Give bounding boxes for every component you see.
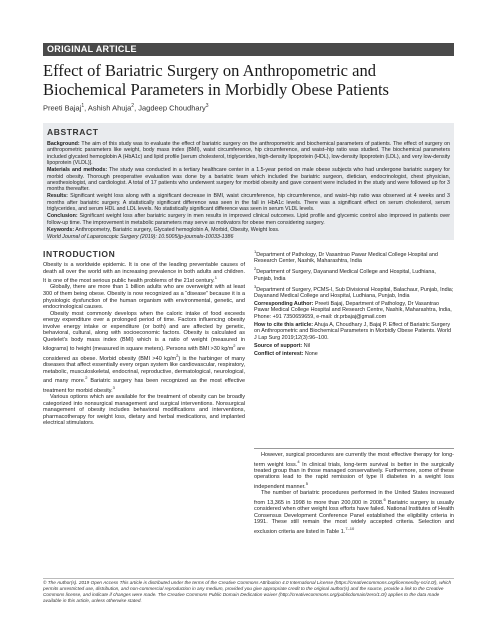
abstract-results: Results: Significant weight loss along with a significant decrease in BMI, waist circumference, hip circumference, and waist–hip ratio was observed at 4 weeks and 3 months after bariatric surgery. A statistically significant difference was seen in the fall in HbA1c levels. There was a significant effect on serum cholesterol, serum triglycerides, and serum HDL and LDL levels. No statistically significant difference was seen in serum VLDL levels. <box>47 193 450 213</box>
abstract-background: Background: The aim of this study was to evaluate the effect of bariatric surgery on the anthropometric and biochemical parameters of patients. The effect of surgery on anthropometric parameters like weight, body mass index (BMI), waist circumference, hip circumference, and waist–hip ratio was studied. The biochemical parameters included glycated hemoglobin A (HbA1c) and lipid profile [serum cholesterol, triglycerides, high-density lipoprotein (HDL), low-density lipoprotein (LDL), and very low-density lipoprotein (VLDL)]. <box>47 141 450 167</box>
right-paragraph-2: The number of bariatric procedures performed in the United States increased from 13,365 in 1998 to more than 200,000 in 2008.$^6$ Bariatric surgery is usually considered when other weight loss efforts have failed. National Institutes of Health Consensus Development Conference Panel established the eligibility criteria in 1991. These still remain the most widely accepted criteria. Selection and exclusion criteria are listed in Table 1.$^{7-10}$ <box>254 490 455 535</box>
right-column-body <box>254 452 454 535</box>
author-2: Ashish Ahuja <box>87 103 132 113</box>
right-paragraph-1: However, surgical procedures are currently the most effective therapy for long-term weight loss.$^4$ In clinical trials, long-term survival is better in the surgically treated group than in those managed conservatively. Furthermore, some of these operations lead to the rapid remission of type II diabetes in a weight loss independent manner.$^5$ <box>254 452 455 490</box>
conflict-of-interest: Conflict of interest: None <box>254 350 318 357</box>
corresponding-author: Corresponding Author: Preeti Bajaj, Department of Pathology, Dr Vasantrao Pawar Medical College Hospital and Research Centre, Nashik, Maharashtra, India, Phone: +91 7350659659, e-mail: dr.prbajaj@gmail.com <box>254 300 452 320</box>
abstract-citation: World Journal of Laparoscopic Surgery (2019): 10.5005/jp-journals-10033-1386 <box>47 233 234 240</box>
abstract-box <box>43 123 454 240</box>
intro-paragraph-3: Obesity most commonly develops when the caloric intake of food exceeds energy expenditure over a prolonged period of time. Factors influencing obesity involve energy intake or expenditure (or both) and are affected by genetic, behavioral, cultural, along with socioeconomic factors. Obesity is calculated as Quetelet’s body mass index (BMI) which is a ratio of weight (measured in kilograms) to height (measured in square meters). Persons with BMI >30 $kg/m^2$ are considered as obese. Morbid obesity (BMI >40 $kg/m^2$) is the harbinger of many diseases that affect essentially every organ system like cardiovascular, respiratory, metabolic, musculoskeletal, endocrinal, reproductive, dermatological, neurological, and many more.$^2$ Bariatric surgery has been recognized as the most effective treatment for morbid obesity.$^3$ <box>43 310 246 394</box>
author-3: Jagdeep Choudhary <box>138 103 206 113</box>
author-1: Preeti Bajaj <box>43 103 82 113</box>
affiliation-3: $^3$Department of Surgery, PCMS-I, Sub Divisional Hospital, Balachaur, Punjab, India; Dayanand Medical College and Hospital, Ludhiana, Punjab, India <box>254 283 454 299</box>
abstract-methods: Materials and methods: The study was conducted in a tertiary healthcare center in a 1.5-year period on male obese subjects who had undergone bariatric surgery for morbid obesity. Thorough preoperative evaluation was done by a bariatric team which included the bariatric surgeon, dietician, endocrinologist, chest physician, anesthesiologist, and cardiologist. A total of 17 patients who underwent surgery for morbid obesity and gave consent were included in the study and were followed up for 3 months thereafter. <box>47 167 450 193</box>
title-line-2: Biochemical Parameters in Morbidly Obese Patients <box>43 80 389 99</box>
title-line-1: Effect of Bariatric Surgery on Anthropometric and <box>43 61 376 80</box>
abstract-conclusion: Conclusion: Significant weight loss after bariatric surgery in men results in improved clinical outcomes. Lipid profile and glycemic control also improved in patients over follow-up time. The improvement in metabolic parameters may serve as motivators for obese men considering surgery. <box>47 213 450 226</box>
intro-paragraph-2: Globally, there are more than 1 billion adults who are overweight with at least 300 of them being obese. Obesity is now recognized as a “disease” because it is a physiologic dysfunction of the human organism with environmental, genetic, and endocrinological causes. <box>43 284 245 311</box>
abstract-keywords: Keywords: Anthropometry, Bariatric surgery, Glycated hemoglobin A, Morbid, Obesity, Weight loss. <box>47 226 280 233</box>
left-column <box>43 249 245 427</box>
license-footer: © The Author(s). 2019 Open Access This article is distributed under the terms of the Creative Commons Attribution 4.0 International License (https://creativecommons.org/licenses/by-nc/4.0/), which permits unrestricted use, distribution, and non-commercial reproduction in any medium, provided you give appropriate credit to the original author(s) and the source, provide a link to the Creative Commons license, and indicate if changes were made. The Creative Commons Public Domain Dedication waiver (http://creativecommons.org/publicdomain/zero/1.0/) applies to the data made available in this article, unless otherwise stated. <box>43 578 454 604</box>
introduction-heading: INTRODUCTION <box>43 249 116 259</box>
source-of-support: Source of support: Nil <box>254 342 311 349</box>
how-to-cite: How to cite this article: Ahuja A, Choudhary J, Bajaj P. Effect of Bariatric Surgery on Anthropometric and Biochemical Parameters in Morbidly Obese Patients. World J Lap Surg 2019;12(3):96–100. <box>254 321 452 341</box>
affiliation-1: $^1$Department of Pathology, Dr Vasantrao Pawar Medical College Hospital and Research Center, Nashik, Maharashtra, India <box>254 249 438 265</box>
article-type-banner: ORIGINAL ARTICLE <box>43 43 454 56</box>
article-title <box>43 61 463 99</box>
abstract-heading: ABSTRACT <box>47 127 99 137</box>
right-column <box>254 249 454 359</box>
intro-paragraph-1: Obesity is a worldwide epidemic. It is one of the leading preventable causes of death all over the world with an increasing prevalence in both adults and children. It is one of the most serious public health problems of the 21st century.$^1$ <box>43 262 245 284</box>
author-list: Preeti Bajaj$^1$, Ashish Ahuja$^2$, Jagdeep Choudhary$^3$ <box>43 103 209 113</box>
intro-paragraph-4: Various options which are available for the treatment of obesity can be broadly categorized into nonsurgical management and surgical interventions. Nonsurgical management of obesity includes behavioral modifications and interventions, pharmacotherapy for weight loss, dietary and herbal medications, and implanted electrical stimulators. <box>43 393 245 427</box>
affiliation-2: $^2$Department of Surgery, Dayanand Medical College and Hospital, Ludhiana, Punjab, India <box>254 266 436 282</box>
affiliation-divider <box>254 448 454 449</box>
